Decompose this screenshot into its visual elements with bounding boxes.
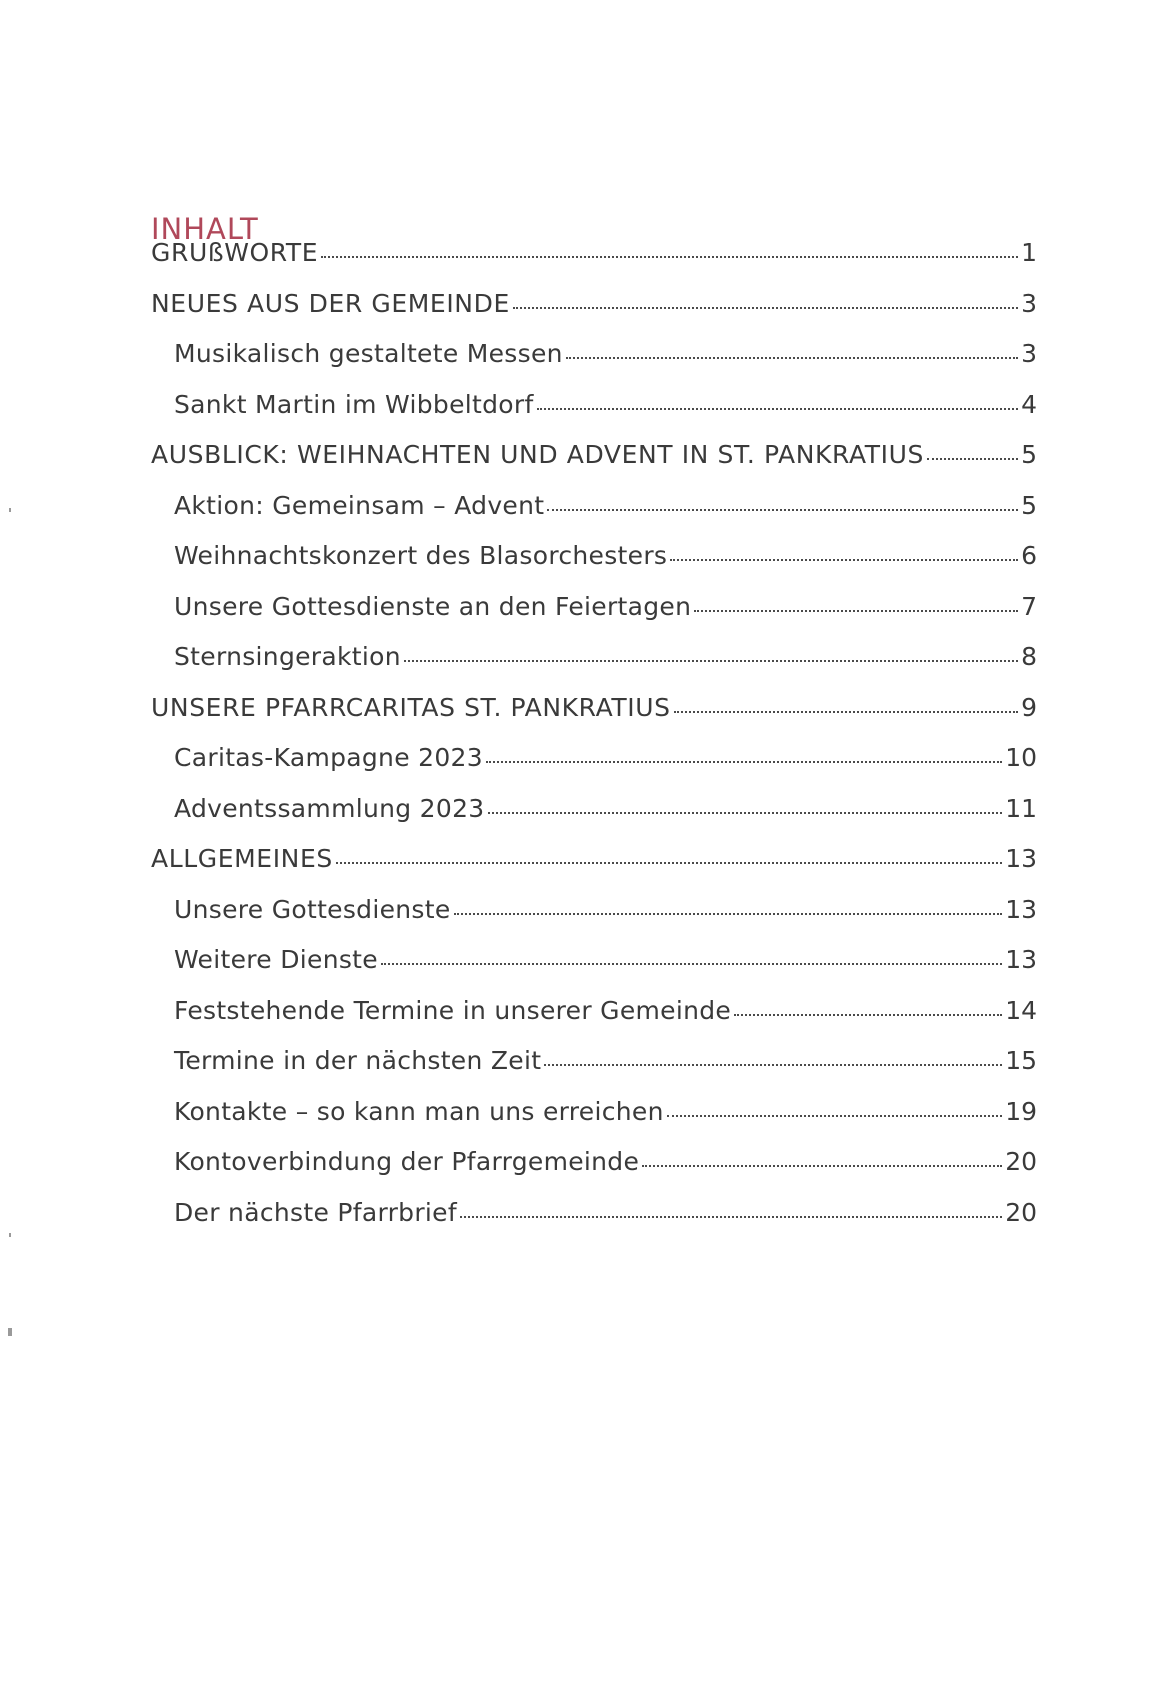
toc-section-entry[interactable] — [151, 846, 1037, 897]
toc-section-entry[interactable] — [151, 442, 1037, 493]
toc-dot-leader — [460, 1216, 1002, 1218]
toc-entry-page-number: 9 — [1021, 692, 1037, 722]
toc-entry-page-number: 8 — [1021, 642, 1037, 671]
toc-entry-page-number: 3 — [1021, 339, 1037, 368]
toc-dot-leader — [694, 610, 1018, 612]
toc-entry-label: Sankt Martin im Wibbeltdorf — [174, 389, 534, 419]
toc-subsection-entry[interactable] — [151, 1096, 1037, 1150]
toc-subsection-entry[interactable] — [151, 995, 1037, 1049]
toc-entry-label: GRUßWORTE — [151, 238, 319, 267]
toc-subsection-entry[interactable] — [151, 1197, 1037, 1251]
toc-entry-page-number: 20 — [1005, 1147, 1037, 1176]
toc-entry-label: Unsere Gottesdienste an den Feiertagen — [174, 591, 692, 621]
toc-entry-page-number: 6 — [1021, 541, 1037, 570]
toc-entry-page-number: 10 — [1005, 743, 1037, 772]
toc-entry-page-number: 5 — [1021, 440, 1037, 469]
toc-dot-leader — [488, 812, 1003, 814]
toc-dot-leader — [642, 1165, 1002, 1167]
toc-entry-label: NEUES AUS DER GEMEINDE — [151, 288, 510, 318]
scan-speck — [9, 508, 11, 512]
toc-entry-label: ALLGEMEINES — [151, 844, 333, 873]
toc-dot-leader — [486, 761, 1002, 763]
toc-section-entry[interactable] — [151, 240, 1037, 291]
toc-entry-page-number: 13 — [1005, 894, 1037, 924]
table-of-contents — [151, 240, 1037, 1250]
toc-entry-page-number: 5 — [1021, 490, 1037, 520]
toc-entry-label: Termine in der nächsten Zeit — [174, 1046, 542, 1075]
toc-subsection-entry[interactable] — [151, 1149, 1037, 1200]
toc-subsection-entry[interactable] — [151, 591, 1037, 645]
toc-entry-page-number: 11 — [1005, 793, 1037, 823]
toc-dot-leader — [321, 256, 1018, 258]
toc-entry-page-number: 14 — [1005, 995, 1037, 1025]
toc-section-entry[interactable] — [151, 692, 1037, 746]
toc-entry-label: Weitere Dienste — [174, 945, 378, 974]
toc-entry-label: UNSERE PFARRCARITAS ST. PANKRATIUS — [151, 692, 671, 722]
toc-subsection-entry[interactable] — [151, 1048, 1037, 1099]
toc-dot-leader — [674, 711, 1019, 713]
toc-entry-label: Caritas-Kampagne 2023 — [174, 743, 483, 772]
toc-entry-label: Feststehende Termine in unserer Gemeinde — [174, 995, 732, 1025]
toc-entry-page-number: 3 — [1021, 288, 1037, 318]
toc-entry-label: Kontakte – so kann man uns erreichen — [174, 1096, 664, 1126]
toc-dot-leader — [667, 1115, 1002, 1117]
toc-subsection-entry[interactable] — [151, 947, 1037, 998]
toc-subsection-entry[interactable] — [151, 543, 1037, 594]
toc-entry-page-number: 1 — [1021, 238, 1037, 267]
scan-speck — [9, 1233, 11, 1237]
toc-entry-page-number: 4 — [1021, 389, 1037, 419]
toc-dot-leader — [537, 408, 1019, 410]
toc-subsection-entry[interactable] — [151, 490, 1037, 544]
toc-dot-leader — [566, 357, 1018, 359]
toc-dot-leader — [454, 913, 1003, 915]
toc-entry-page-number: 7 — [1021, 591, 1037, 621]
toc-entry-label: Adventssammlung 2023 — [174, 793, 485, 823]
toc-entry-label: Der nächste Pfarrbrief — [174, 1197, 457, 1227]
scan-speck — [8, 1328, 12, 1336]
toc-entry-page-number: 19 — [1005, 1096, 1037, 1126]
toc-entry-label: Aktion: Gemeinsam – Advent — [174, 490, 545, 520]
toc-subsection-entry[interactable] — [151, 894, 1037, 948]
toc-entry-label: Weihnachtskonzert des Blasorchesters — [174, 541, 668, 570]
toc-dot-leader — [544, 1064, 1002, 1066]
toc-dot-leader — [927, 458, 1018, 460]
toc-title: INHALT — [151, 212, 259, 247]
toc-subsection-entry[interactable] — [151, 644, 1037, 695]
toc-entry-page-number: 13 — [1005, 945, 1037, 974]
toc-dot-leader — [513, 307, 1018, 309]
toc-entry-page-number: 13 — [1005, 844, 1037, 873]
toc-subsection-entry[interactable] — [151, 389, 1037, 443]
toc-dot-leader — [336, 862, 1002, 864]
toc-subsection-entry[interactable] — [151, 745, 1037, 796]
toc-section-entry[interactable] — [151, 288, 1037, 342]
toc-entry-page-number: 20 — [1005, 1197, 1037, 1227]
toc-entry-label: AUSBLICK: WEIHNACHTEN UND ADVENT IN ST. PANKRATIUS — [151, 440, 924, 469]
toc-dot-leader — [381, 963, 1002, 965]
toc-entry-label: Unsere Gottesdienste — [174, 894, 451, 924]
toc-subsection-entry[interactable] — [151, 341, 1037, 392]
toc-entry-label: Kontoverbindung der Pfarrgemeinde — [174, 1147, 640, 1176]
toc-entry-label: Sternsingeraktion — [174, 642, 401, 671]
toc-entry-label: Musikalisch gestaltete Messen — [174, 339, 563, 368]
toc-entry-page-number: 15 — [1005, 1046, 1037, 1075]
toc-dot-leader — [670, 559, 1018, 561]
toc-dot-leader — [734, 1014, 1002, 1016]
toc-dot-leader — [547, 509, 1018, 511]
toc-dot-leader — [404, 660, 1018, 662]
toc-subsection-entry[interactable] — [151, 793, 1037, 847]
